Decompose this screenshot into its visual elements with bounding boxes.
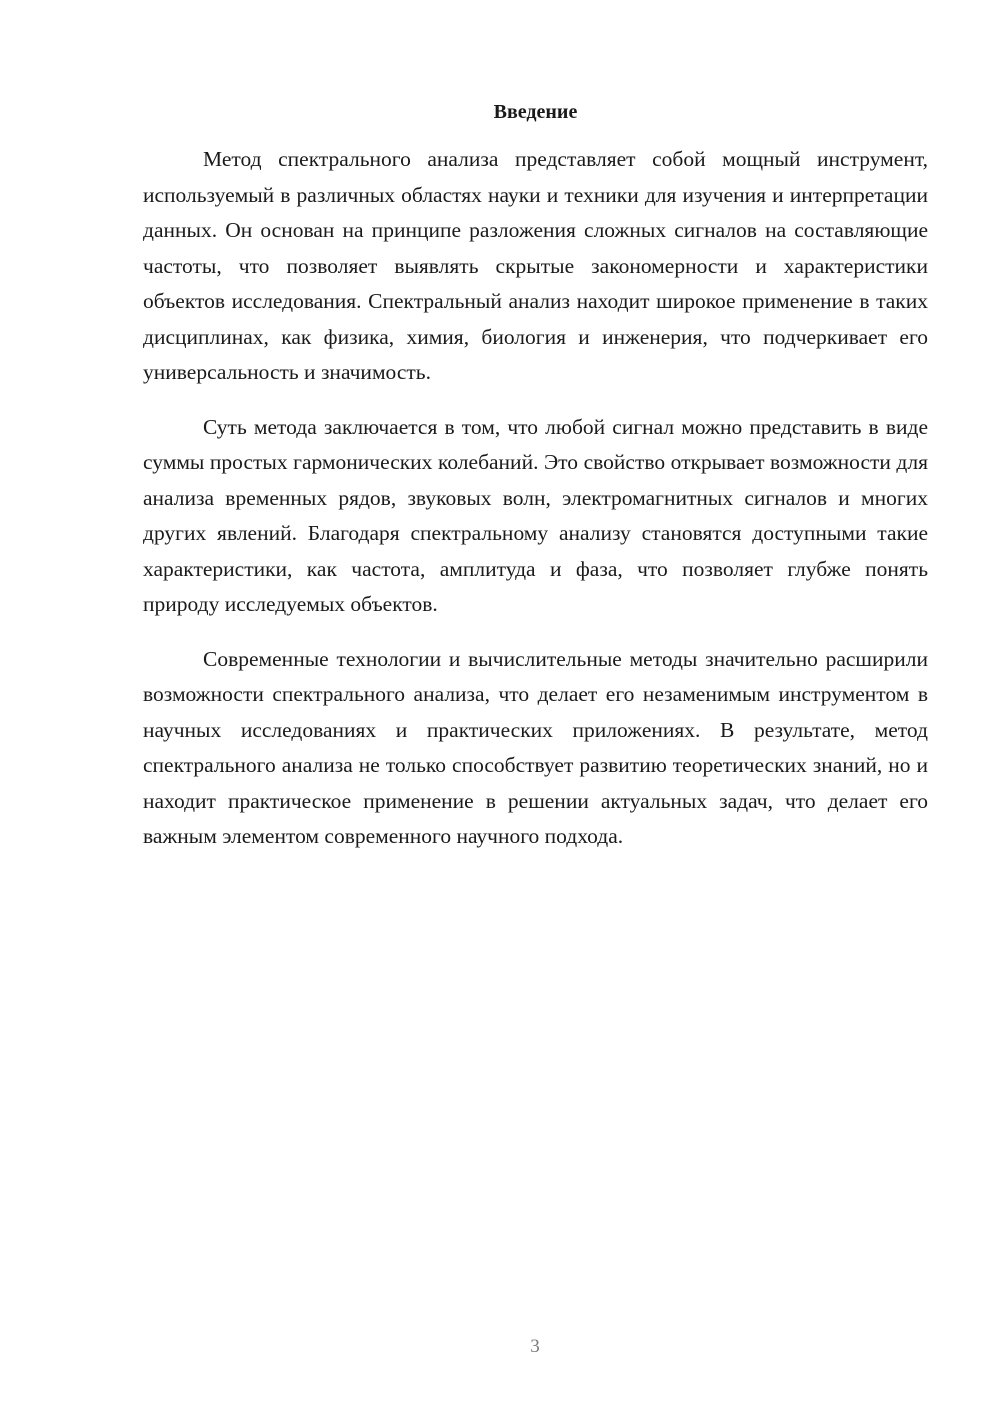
paragraph-3: Современные технологии и вычислительные методы значительно расширили возможности спектрального анализа, что делает его незаменимым инструментом в научных исследованиях и практических приложениях. В результате, метод спектрального анализа не только способствует развитию теоретических знаний, но и находит практическое применение в решении актуальных задач, что делает его важным элементом современного научного подхода. <box>143 646 928 848</box>
page-number: 3 <box>530 1336 540 1357</box>
body-text <box>143 142 928 855</box>
paragraph-2: Суть метода заключается в том, что любой сигнал можно представить в виде суммы простых гармонических колебаний. Это свойство открывает возможности для анализа временных рядов, звуковых волн, электромагнитных сигналов и многих других явлений. Благодаря спектральному анализу становятся доступными такие характеристики, как частота, амплитуда и фаза, что позволяет глубже понять природу исследуемых объектов. <box>143 414 928 616</box>
paragraph-1: Метод спектрального анализа представляет собой мощный инструмент, используемый в различных областях науки и техники для изучения и интерпретации данных. Он основан на принципе разложения сложных сигналов на составляющие частоты, что позволяет выявлять скрытые закономерности и характеристики объектов исследования. Спектральный анализ находит широкое применение в таких дисциплинах, как физика, химия, биология и инженерия, что подчеркивает его универсальность и значимость. <box>143 147 928 384</box>
section-heading: Введение <box>493 101 578 123</box>
